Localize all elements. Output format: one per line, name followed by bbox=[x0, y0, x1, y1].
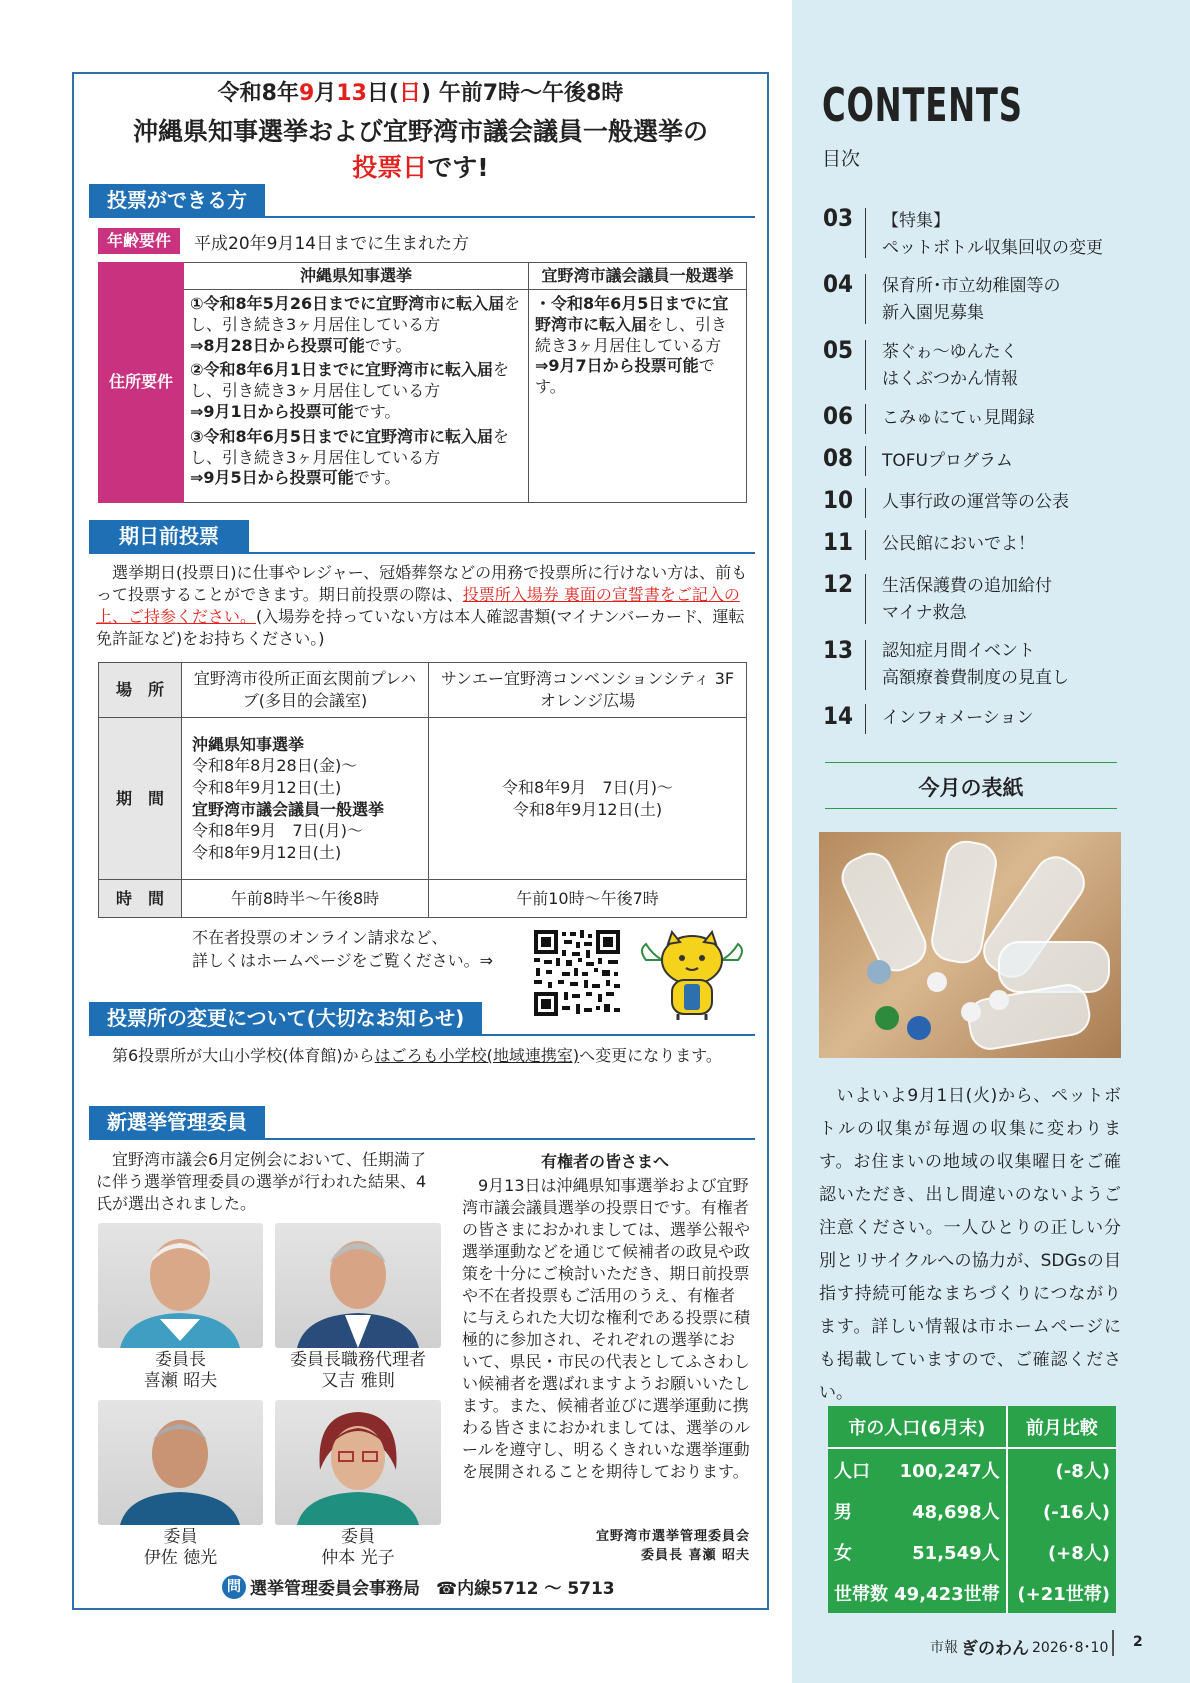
headline-date: 令和8年9月13日(日) 午前7時～午後8時 bbox=[217, 81, 624, 106]
divider bbox=[89, 1138, 755, 1140]
divider bbox=[825, 762, 1117, 763]
toc-item-08[interactable]: TOFUプログラム bbox=[882, 451, 1013, 471]
toc-item-03[interactable]: 【特集】 ペットボトル収集回収の変更 bbox=[882, 211, 1103, 258]
member-caption-4: 委員 仲本 光子 bbox=[321, 1527, 395, 1568]
section-title-committee: 新選挙管理委員 bbox=[89, 1106, 265, 1139]
toc-num: 12 bbox=[823, 570, 854, 598]
member-photo-3 bbox=[98, 1400, 263, 1525]
place-san-a: サンエー宜野湾コンベンションシティ 3F オレンジ広場 bbox=[429, 663, 747, 718]
contents-title: CONTENTS bbox=[822, 78, 1023, 132]
council-conditions: ・令和8年6月5日までに宜野湾市に転入届をし、引き続き3ヶ月居住している方 ⇒9月7日から投票可能です。 bbox=[529, 290, 747, 503]
toc-num: 10 bbox=[823, 486, 854, 514]
page-footer: 市報 ぎのわん 2026･8･10 bbox=[930, 1634, 1108, 1659]
toc-num: 06 bbox=[823, 402, 854, 430]
committee-intro: 宜野湾市議会6月定例会において、任期満了に伴う選挙管理委員の選挙が行われた結果、4氏が選出されました。 bbox=[96, 1150, 427, 1213]
cover-photo bbox=[819, 832, 1121, 1058]
qr-code-icon[interactable] bbox=[532, 928, 622, 1018]
population-diff: (-8人) bbox=[1055, 1460, 1110, 1482]
page-number: 2 bbox=[1133, 1634, 1143, 1650]
polling-change-text: 第6投票所が大山小学校(体育館)からはごろも小学校(地域連携室)へ変更になります。 bbox=[96, 1046, 722, 1065]
early-voting-text: 選挙期日(投票日)に仕事やレジャー、冠婚葬祭などの用務で投票所に行けない方は、前もって投票することができます。期日前投票の際は、投票所入場券 裏面の宣誓書をご記入の上、ご持参ください。(入場券を持っていない方は本人確認書類(マイナンバーカード、運転免許証など)をお持ちください。) bbox=[96, 563, 748, 648]
toc-item-05[interactable]: 茶ぐゎ～ゆんたく はくぶつかん情報 bbox=[882, 342, 1018, 389]
divider bbox=[89, 552, 755, 554]
member-photo-1 bbox=[98, 1223, 263, 1348]
population-header: 市の人口(6月末) bbox=[828, 1406, 1007, 1448]
col-header-council: 宜野湾市議会議員一般選挙 bbox=[529, 263, 747, 290]
toc-item-11[interactable]: 公民館においでよ！ bbox=[882, 534, 1035, 554]
member-caption-2: 委員長職務代理者 又吉 雅則 bbox=[290, 1350, 426, 1391]
cover-description: いよいよ9月1日(火)から、ペットボトルの収集が毎週の収集に変わります。お住まいの地域の収集曜日をご確認いただき、出し間違いのないようご注意ください。一人ひとりの正しい分別とリサイクルへの協力が、SDGsの目指す持続可能なまちづくりにつながります。詳しい情報は市ホームページにも掲載していますので、ご確認ください。 bbox=[819, 1086, 1121, 1403]
message-title: 有権者の皆さまへ bbox=[540, 1152, 669, 1171]
time-city-hall: 午前8時半～午後8時 bbox=[182, 880, 429, 918]
new-polling-place: はごろも小学校(地域連携室) bbox=[374, 1046, 580, 1065]
governor-conditions bbox=[184, 290, 529, 503]
condition-2: ②令和8年6月1日までに宜野湾市に転入届をし、引き続き3ヶ月居住している方 ⇒9月1日から投票可能です。 bbox=[190, 360, 509, 421]
headline-sub: 投票日です! bbox=[352, 153, 489, 182]
cover-title: 今月の表紙 bbox=[918, 776, 1024, 800]
population-row: 世帯数 49,423世帯 bbox=[828, 1572, 1007, 1613]
toc-item-06[interactable]: こみゅにてぃ見聞録 bbox=[882, 408, 1035, 428]
toc-bar bbox=[865, 208, 866, 258]
member-photo-4 bbox=[275, 1400, 441, 1525]
row-label-period: 期 間 bbox=[99, 718, 182, 880]
period-city-hall: 沖縄県知事選挙 令和8年8月28日(金)～ 令和8年9月12日(土) 宜野湾市議会議員一般選挙 令和8年9月 7日(月)～ 令和8年9月12日(土) bbox=[182, 718, 429, 880]
early-voting-table bbox=[98, 662, 747, 918]
toc-bar bbox=[865, 488, 866, 518]
member-caption-1: 委員長 喜瀬 昭夫 bbox=[143, 1350, 218, 1391]
contents-subtitle: 目次 bbox=[822, 148, 861, 170]
toc-bar bbox=[865, 704, 866, 734]
condition-3: ③令和8年6月5日までに宜野湾市に転入届をし、引き続き3ヶ月居住している方 ⇒9月5日から投票可能です。 bbox=[190, 426, 509, 488]
col-header-governor: 沖縄県知事選挙 bbox=[184, 263, 529, 290]
headline-title: 沖縄県知事選挙および宜野湾市議会議員一般選挙の bbox=[132, 117, 708, 146]
message-body: 9月13日は沖縄県知事選挙および宜野湾市議会議員選挙の投票日です。有権者の皆さまにおかれましては、選挙公報や選挙運動などを通じて候補者の政見や政策を十分にご検討いただき、期日前投票や不在者投票もご活用のうえ、有権者に与えられた大切な権利である投票に積極的に参加され、それぞれの選挙において、県民・市民の代表としてふさわしい候補者を選ばれますようお願いいたします。また、候補者並びに選挙運動に携わる皆さまにおかれましては、選挙のルールを遵守し、明るくきれいな選挙運動を展開されることを期待しております。 bbox=[462, 1176, 751, 1481]
member-caption-3: 委員 伊佐 徳光 bbox=[143, 1527, 218, 1568]
divider bbox=[1112, 1630, 1114, 1656]
population-row: 女 51,549人 bbox=[828, 1531, 1007, 1572]
inquiry-icon: 問 bbox=[222, 1575, 246, 1599]
section-title-early-voting: 期日前投票 bbox=[89, 520, 249, 553]
population-table bbox=[828, 1406, 1116, 1613]
toc-num: 11 bbox=[823, 528, 854, 556]
addr-label: 住所要件 bbox=[99, 263, 184, 503]
toc-bar bbox=[865, 274, 866, 324]
section-title-polling-change: 投票所の変更について(大切なお知らせ) bbox=[89, 1002, 482, 1035]
toc-bar bbox=[865, 446, 866, 476]
toc-item-13[interactable]: 認知症月間イベント 高額療養費制度の見直し bbox=[882, 641, 1069, 688]
toc-item-12[interactable]: 生活保護費の追加給付 マイナ救急 bbox=[882, 576, 1052, 623]
divider bbox=[89, 216, 755, 218]
row-label-time: 時 間 bbox=[99, 880, 182, 918]
contact-line: 問 選挙管理委員会事務局 ☎内線5712 ～ 5713 bbox=[222, 1574, 615, 1599]
toc-item-10[interactable]: 人事行政の運営等の公表 bbox=[882, 492, 1069, 512]
age-text: 平成20年9月14日までに生まれた方 bbox=[194, 234, 470, 254]
condition-1: ①令和8年5月26日までに宜野湾市に転入届をし、引き続き3ヶ月居住している方 ⇒8月28日から投票可能です。 bbox=[190, 294, 521, 355]
toc-num: 13 bbox=[823, 636, 854, 664]
toc-item-14[interactable]: インフォメーション bbox=[882, 708, 1034, 728]
population-diff: (+8人) bbox=[1047, 1542, 1110, 1564]
age-label: 年齢要件 bbox=[98, 228, 180, 254]
population-diff: (+21世帯) bbox=[1017, 1583, 1110, 1605]
population-row: 人口 100,247人 bbox=[828, 1448, 1007, 1490]
toc-num: 03 bbox=[823, 204, 854, 232]
divider bbox=[89, 1034, 755, 1036]
population-diff: (-16人) bbox=[1043, 1501, 1110, 1523]
toc-bar bbox=[865, 640, 866, 690]
early-voting-link: 投票所入場券 裏面の宣誓書をご記入の上、ご持参ください。 bbox=[96, 585, 740, 626]
toc-num: 08 bbox=[823, 444, 854, 472]
toc-num: 04 bbox=[823, 270, 854, 298]
city-logo: ぎのわん bbox=[961, 1639, 1029, 1659]
member-photo-2 bbox=[275, 1223, 441, 1348]
mascot-icon bbox=[638, 930, 746, 1022]
residence-table bbox=[98, 262, 747, 503]
toc-bar bbox=[865, 340, 866, 390]
population-row: 男 48,698人 bbox=[828, 1490, 1007, 1531]
online-request-text: 不在者投票のオンライン請求など、 詳しくはホームページをご覧ください。⇒ bbox=[192, 928, 494, 970]
toc-bar bbox=[865, 530, 866, 560]
toc-num: 14 bbox=[823, 702, 854, 730]
section-title-voters: 投票ができる方 bbox=[89, 184, 265, 217]
place-city-hall: 宜野湾市役所正面玄関前プレハブ(多目的会議室) bbox=[182, 663, 429, 718]
divider bbox=[825, 808, 1117, 809]
message-signature: 宜野湾市選挙管理委員会 委員長 喜瀬 昭夫 bbox=[595, 1529, 750, 1563]
row-label-place: 場 所 bbox=[99, 663, 182, 718]
time-san-a: 午前10時～午後7時 bbox=[429, 880, 747, 918]
toc-bar bbox=[865, 404, 866, 434]
diff-header: 前月比較 bbox=[1007, 1406, 1116, 1448]
period-san-a: 令和8年9月 7日(月)～ 令和8年9月12日(土) bbox=[429, 718, 747, 880]
toc-item-04[interactable]: 保育所･市立幼稚園等の 新入園児募集 bbox=[882, 276, 1061, 323]
toc-num: 05 bbox=[823, 336, 854, 364]
toc-bar bbox=[865, 574, 866, 624]
